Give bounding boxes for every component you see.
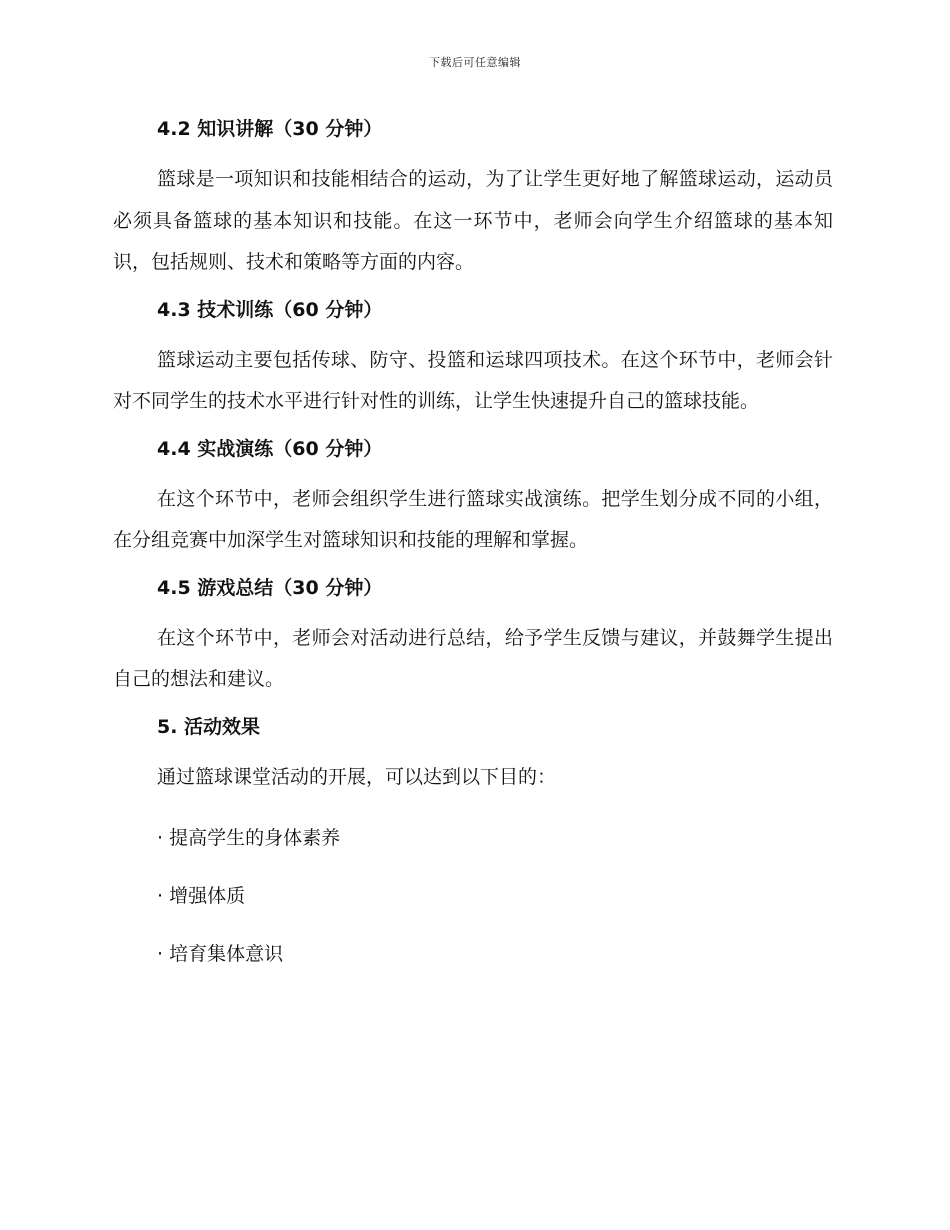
page-header: 下载后可任意编辑	[429, 56, 521, 69]
section-heading-4-2: 4.2 知识讲解（30 分钟）	[157, 118, 383, 140]
section-heading-4-5: 4.5 游戏总结（30 分钟）	[157, 576, 383, 599]
bullet-item: · 培育集体意识	[157, 943, 284, 965]
bullet-item: · 增强体质	[157, 885, 246, 907]
section-paragraph-5: 通过篮球课堂活动的开展，可以达到以下目的：	[157, 765, 557, 788]
section-paragraph-4-5: 在这个环节中，老师会对活动进行总结，给予学生反馈与建议，并鼓舞学生提出自己的想法和建议。	[113, 626, 833, 690]
section-paragraph-4-2: 篮球是一项知识和技能相结合的运动，为了让学生更好地了解篮球运动，运动员必须具备篮球的基本知识和技能。在这一环节中，老师会向学生介绍篮球的基本知识，包括规则、技术和策略等方面的内容。	[113, 168, 833, 273]
section-paragraph-4-3: 篮球运动主要包括传球、防守、投篮和运球四项技术。在这个环节中，老师会针对不同学生的技术水平进行针对性的训练，让学生快速提升自己的篮球技能。	[113, 348, 833, 412]
bullet-item: · 提高学生的身体素养	[157, 827, 341, 849]
section-heading-5: 5. 活动效果	[157, 715, 261, 738]
section-heading-4-3: 4.3 技术训练（60 分钟）	[157, 298, 383, 321]
document-body	[113, 112, 833, 969]
section-paragraph-4-4: 在这个环节中，老师会组织学生进行篮球实战演练。把学生划分成不同的小组，在分组竞赛中加深学生对篮球知识和技能的理解和掌握。	[113, 487, 833, 551]
section-heading-4-4: 4.4 实战演练（60 分钟）	[157, 437, 383, 460]
